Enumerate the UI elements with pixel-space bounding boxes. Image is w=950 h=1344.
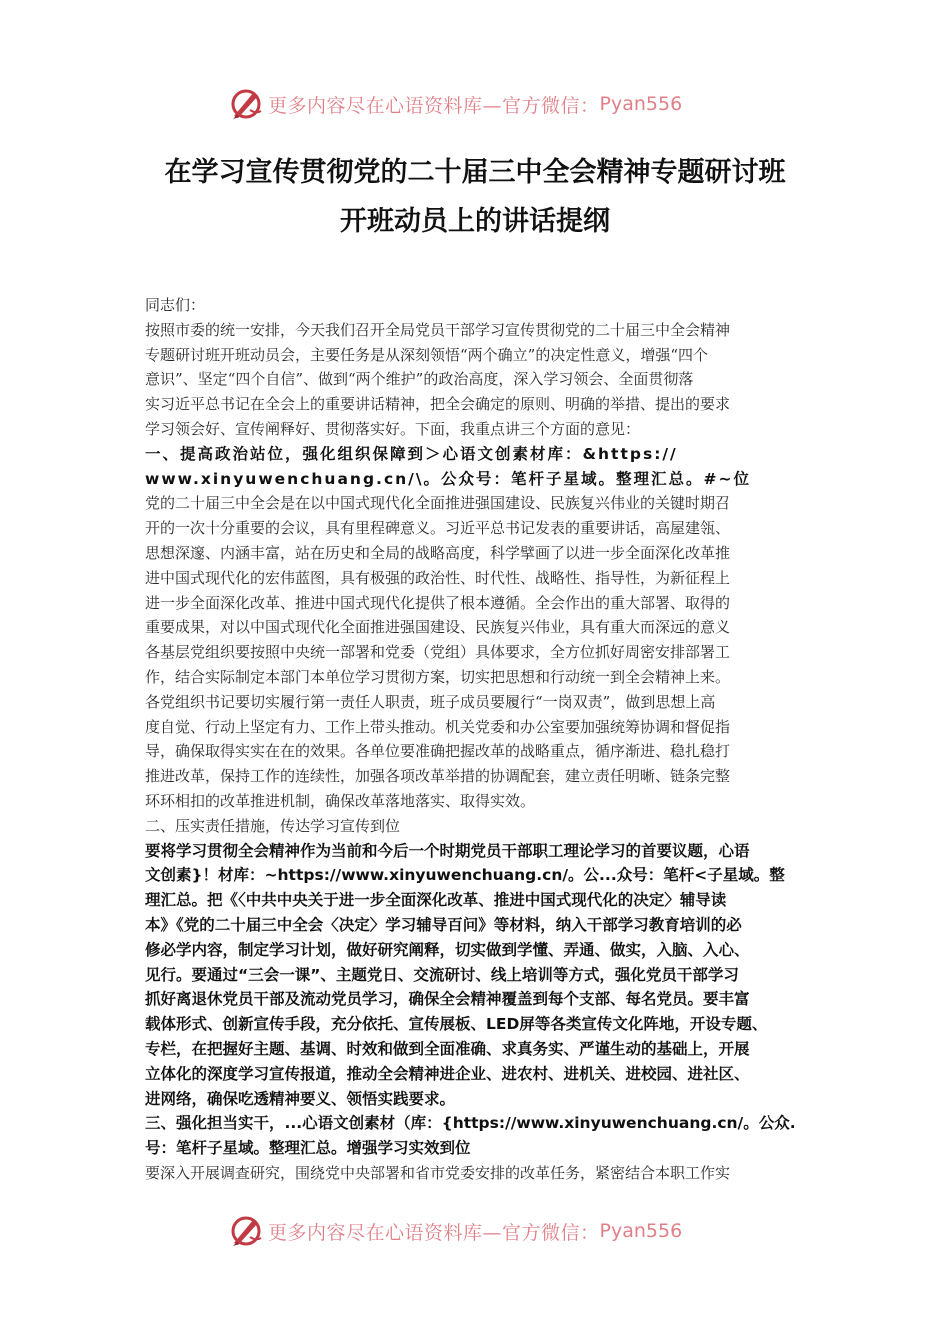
footer-watermark bbox=[228, 1211, 728, 1251]
pen-logo-icon bbox=[228, 1213, 264, 1249]
section-1-paragraph: 党的二十届三中全会是在以中国式现代化全面推进强国建设、民族复兴伟业的关键时期召 开的一次十分重要的会议，具有里程碑意义。习近平总书记发表的重要讲话，高屋建瓴、 思想深邃、内涵丰富，站在历史和全局的战略高度，科学擘画了以进一步全面深化改革推 进中国式现代化的宏伟蓝图，具有极强的政治性、时代性、战略性、指导性，为新征程上 进一步全面深化改革、推进中国式现代化提供了根本遵循。全会作出的重大部署、取得的 重要成果，对以中国式现代化全面推进强国建设、民族复兴伟业，具有重大而深远的意义 各基层党组织要按照中央统一部署和党委（党组）具体要求，全方位抓好周密安排部署工 作，结合实际制定本部门本单位学习贯彻方案，切实把思想和行动统一到全会精神上来。 各党组织书记要切实履行第一责任人职责，班子成员要履行“一岗双责”，做到思想上高 度自觉、行动上坚定有力、工作上带头推动。机关党委和办公室要加强统筹协调和督促指 导，确保取得实实在在的效果。各单位要准确把握改革的战略重点，循序渐进、稳扎稳打 推进改革，保持工作的连续性，加强各项改革举措的协调配套，建立责任明晰、链条完整 环环相扣的改革推进机制，确保改革落地落实、取得实效。 bbox=[145, 494, 731, 810]
document-title bbox=[120, 148, 830, 246]
watermark-handle: Pyan556 bbox=[599, 93, 683, 115]
section-heading-2: 二、压实责任措施，传达学习宣传到位 bbox=[145, 816, 401, 835]
section-3-paragraph: 要深入开展调查研究，围绕党中央部署和省市党委安排的改革任务，紧密结合本职工作实 bbox=[145, 1163, 731, 1182]
intro-paragraph: 按照市委的统一安排，今天我们召开全局党员干部学习宣传贯彻党的二十届三中全会精神 专题研讨班开班动员会，主要任务是从深刻领悟“两个确立”的决定性意义，增强“四个 意识”、坚定“四个自信”、做到“两个维护”的政治高度，深入学习领会、全面贯彻落 实习近平总书记在全会上的重要讲话精神，把全会确定的原则、明确的举措、提出的要求 学习领会好、宣传阐释好、贯彻落实好。下面，我重点讲三个方面的意见： bbox=[145, 320, 731, 438]
header-watermark bbox=[228, 84, 728, 124]
title-line-1: 在学习宣传贯彻党的二十届三中全会精神专题研讨班 bbox=[164, 157, 786, 188]
watermark-text: 更多内容尽在心语资料库—官方微信： bbox=[268, 94, 600, 117]
watermark-handle: Pyan556 bbox=[599, 1220, 683, 1242]
title-line-2: 开班动员上的讲话提纲 bbox=[340, 206, 610, 237]
salutation: 同志们： bbox=[145, 296, 206, 314]
section-2-paragraph: 要将学习贯彻全会精神作为当前和今后一个时期党员干部职工理论学习的首要议题，心语 文创素}！材库：~https://www.xinyuwenchuang.cn/。公...众号：笔杆<子星域。整 理汇总。把《〈中共中央关于进一步全面深化改革、推进中国式现代化的决定〉辅导读 本》《党的二十届三中全会〈决定〉学习辅导百问》等材料，纳入干部学习教育培训的必 修必学内容，制定学习计划，做好研究阐释，切实做到学懂、弄通、做实，入脑、入心、 见行。要通过“三会一课”、主题党日、交流研讨、线上培训等方式，强化党员干部学习 抓好离退休党员干部及流动党员学习，确保全会精神覆盖到每个支部、每名党员。要丰富 载体形式、创新宣传手段，充分依托、宣传展板、LED屏等各类宣传文化阵地，开设专题、 专栏，在把握好主题、基调、时效和做到全面准确、求真务实、严谨生动的基础上，开展 立体化的深度学习宣传报道，推动全会精神进企业、进农村、进机关、进校园、进社区、 进网络，确保吃透精神要义、领悟实践要求。 bbox=[145, 841, 785, 1108]
section-heading-1: 一、提高政治站位，强化组织保障到＞心语文创素材库：&https:// www.xinyuwenchuang.cn/\。公众号：笔杆子星域。整理汇总。#~位 bbox=[145, 444, 751, 488]
pen-logo-icon bbox=[228, 86, 264, 122]
section-heading-3: 三、强化担当实干，...心语文创素材（库：{https://www.xinyuwenchuang.cn/。公众. 号：笔杆子星域。整理汇总。增强学习实效到位 bbox=[145, 1114, 796, 1158]
document-body bbox=[145, 293, 813, 1186]
watermark-text: 更多内容尽在心语资料库—官方微信： bbox=[268, 1221, 600, 1244]
